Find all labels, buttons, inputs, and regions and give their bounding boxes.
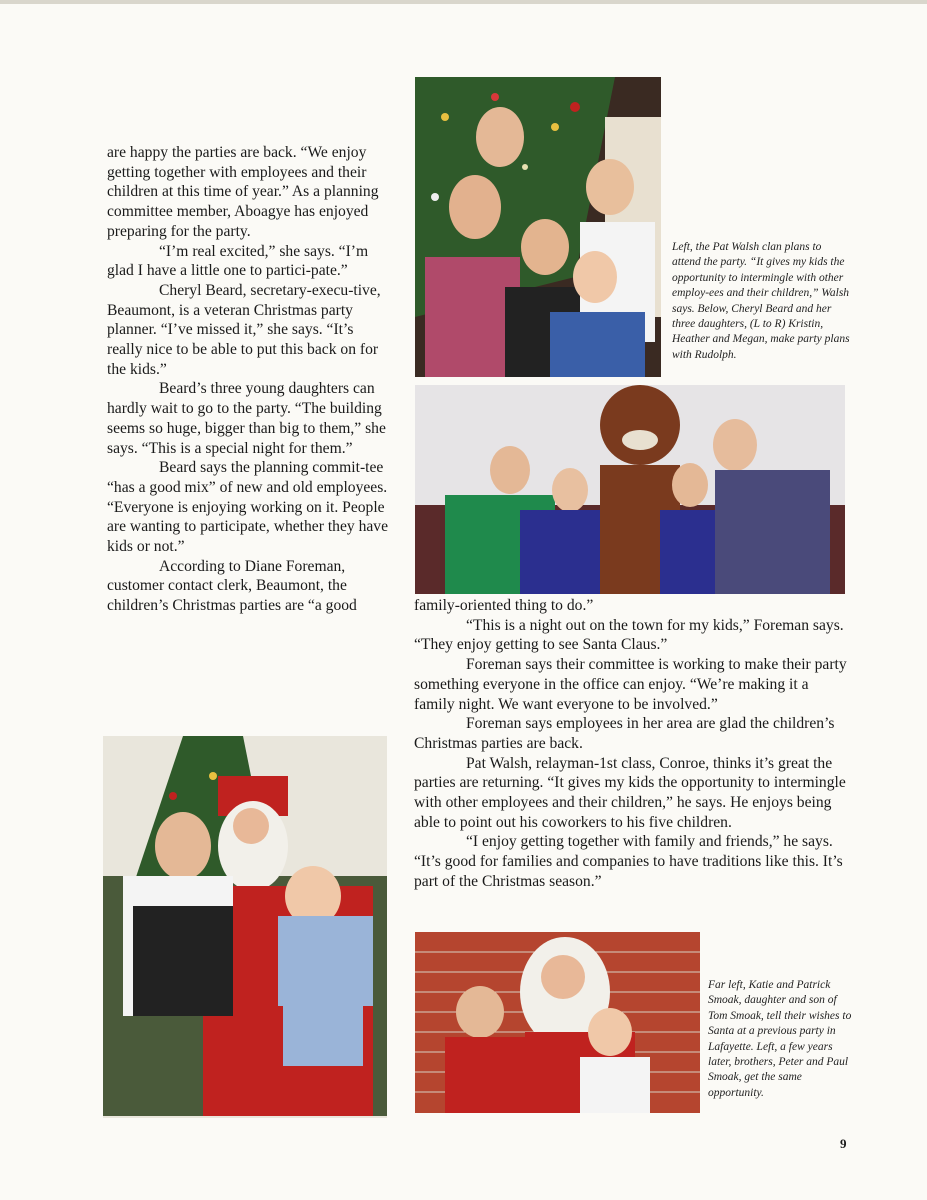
page-number: 9 (840, 1136, 847, 1151)
photo-caption-top: Left, the Pat Walsh clan plans to attend the party. “It gives my kids the opportunity to intermingle with other employ-ees and their children,” Walsh says. Below, Cheryl Beard and her three daughters, (L to R) Kristin, Heather and Megan, make party plans with Rudolph. (672, 241, 850, 361)
article-left-column (107, 143, 389, 616)
paragraph: family-oriented thing to do.” (414, 597, 594, 614)
paragraph: Foreman says their committee is working to make their party something everyone in the office can enjoy. “We’re making it a family night. We want everyone to be involved.” (414, 656, 847, 713)
paragraph: Cheryl Beard, secretary-execu-tive, Beaumont, is a veteran Christmas party planner. “I’ve missed it,” she says. “It’s really nice to be able to put this back on for the kids.” (107, 281, 381, 378)
photo-caption-bottom: Far left, Katie and Patrick Smoak, daughter and son of Tom Smoak, tell their wishes to Santa at a previous party in Lafayette. Left, a few years later, brothers, Peter and Paul Smoak, get the same opportunity. (708, 979, 852, 1099)
beard-family-rudolph-photo (415, 385, 845, 594)
paragraph: Beard says the planning commit-tee “has a good mix” of new and old employees. “Everyone is enjoying working on it. People are wanting to participate, whether they have kids or not.” (107, 459, 388, 556)
paragraph: According to Diane Foreman, customer contact clerk, Beaumont, the children’s Christmas parties are “a good (107, 557, 357, 615)
paragraph: “This is a night out on the town for my kids,” Foreman says. “They enjoy getting to see Santa Claus.” (414, 616, 844, 654)
paragraph: Pat Walsh, relayman-1st class, Conroe, thinks it’s great the parties are returning. “It gives my kids the opportunity to intermingle with other employees and their children,” he says. He enjoys being able to point out his coworkers to his five children. (414, 754, 846, 831)
smoak-santa-photo-right (415, 932, 700, 1113)
article-right-column (414, 596, 850, 892)
paragraph: “I enjoy getting together with family and friends,” he says. “It’s good for families and companies to have traditions like this. It’s part of the Christmas season.” (414, 833, 843, 890)
walsh-family-photo (415, 77, 661, 377)
smoak-santa-photo-left (103, 736, 387, 1118)
paragraph: “I’m real excited,” she says. “I’m glad I have a little one to partici-pate.” (107, 242, 369, 280)
top-edge-line (0, 0, 927, 4)
paragraph: Beard’s three young daughters can hardly wait to go to the party. “The building seems so huge, bigger than big to them,” she says. “This is a special night for them.” (107, 380, 386, 457)
paragraph: Foreman says employees in her area are glad the children’s Christmas parties are back. (414, 715, 835, 752)
paragraph: are happy the parties are back. “We enjoy getting together with employees and their children at this time of year.” As a planning committee member, Aboagye has enjoyed preparing for the party. (107, 144, 379, 240)
